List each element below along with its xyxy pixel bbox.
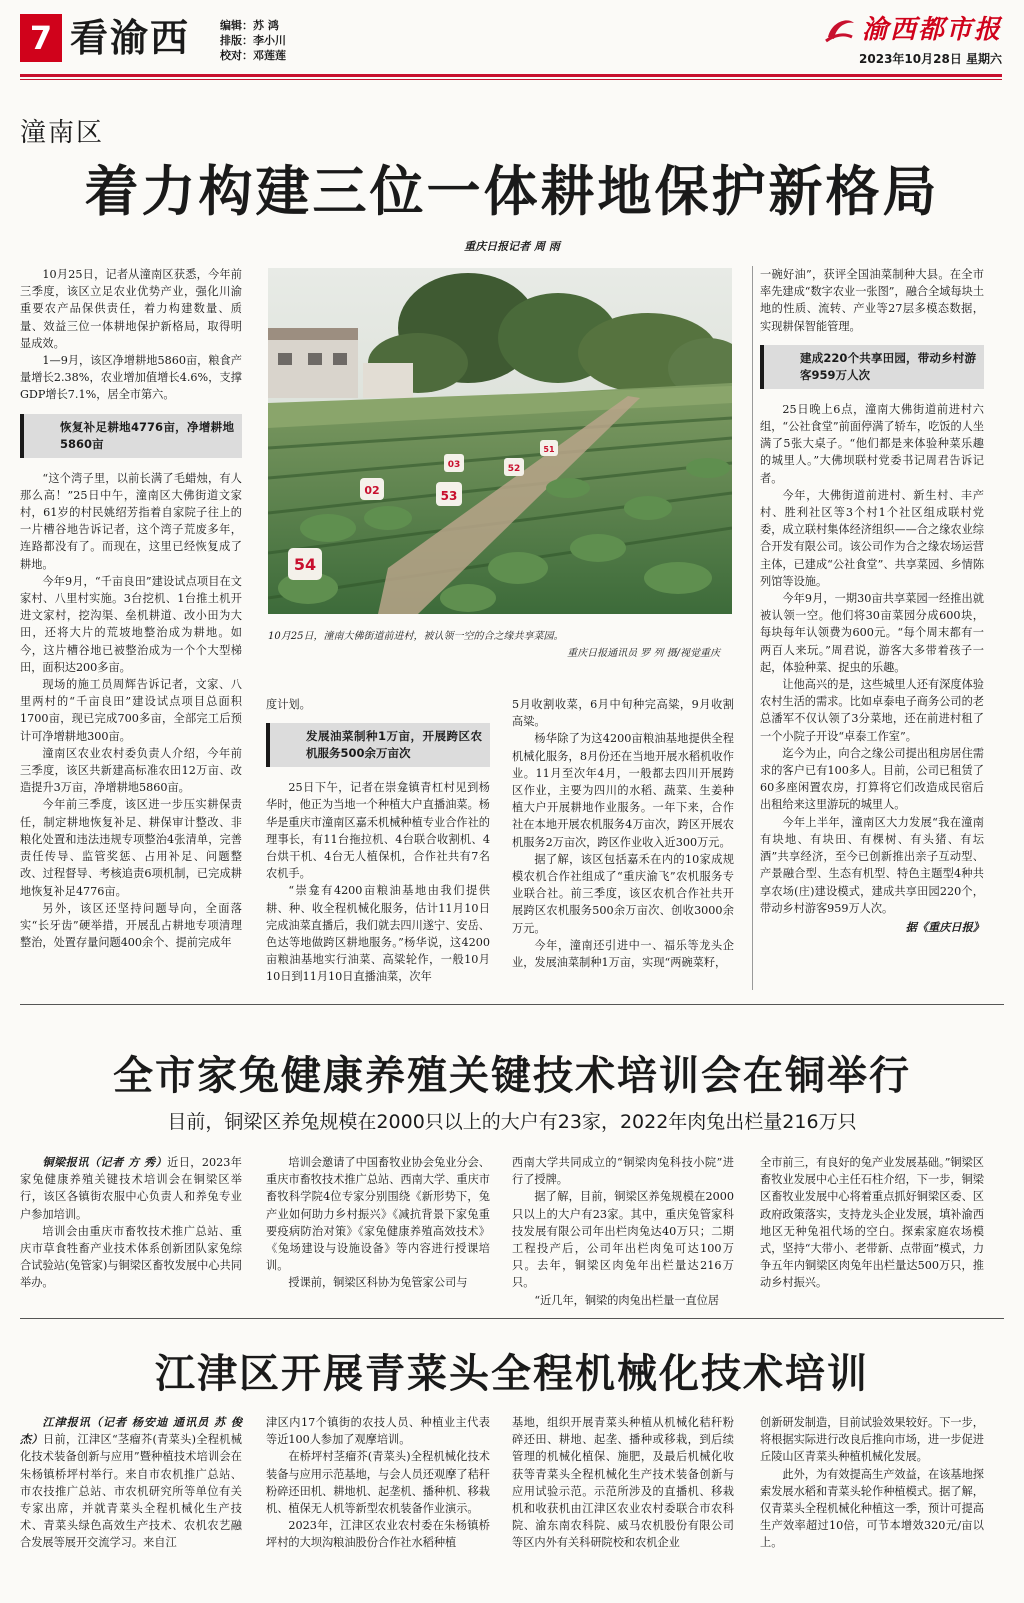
caption-text: 10月25日，潼南大佛街道前进村，被认领一空的合之缘共享菜园。 bbox=[268, 631, 564, 642]
subheading: 建成220个共享田园，带动乡村游客959万人次 bbox=[760, 345, 984, 389]
paragraph: 全市前三，有良好的兔产业发展基础。”铜梁区畜牧业发展中心主任石柱介绍，下一步，铜梁区畜牧业发展中心将着重点抓好铜梁区委、区政府政策落实，支持龙头企业发展，填补渝西地区无种兔祖代场的空白。探索家庭农场模式，坚持“大带小、老带新、点带面”模式，力争五年内铜梁区肉兔年出栏量达500万只，推动乡村振兴。 bbox=[760, 1156, 985, 1290]
article3-column-4 bbox=[760, 1414, 984, 1552]
proof-name: 校对：邓莲莲 bbox=[220, 49, 286, 62]
paragraph: 今年9月，一期30亩共享菜园一经推出就被认领一空。他们将30亩菜园分成600块，每块每年认领费为600元。“每个周末都有一两百人来玩。”周君说，游客大多带着孩子一起，体验种菜、捉虫的乐趣。 bbox=[760, 592, 984, 674]
plot-label: 53 bbox=[440, 489, 458, 503]
paragraph: 今年9月，“千亩良田”建设试点项目在文家村、八里村实施。3台挖机、1台推土机开进文家村，挖沟渠、垒机耕道、改小田为大田，还将大片的荒坡地整治成为耕地。如今，这片槽谷地已被整治成为一个个大型梯田，面积达200多亩。 bbox=[20, 574, 242, 674]
plot-label: 02 bbox=[364, 484, 380, 497]
paragraph: “近几年，铜梁的肉兔出栏量一直位居 bbox=[534, 1293, 720, 1307]
article1-column-2 bbox=[266, 696, 490, 986]
paragraph: 培训会邀请了中国畜牧业协会兔业分会、重庆市畜牧技术推广总站、西南大学、重庆市畜牧科学院4位专家分别围绕《新形势下，兔产业如何助力乡村振兴》《减抗背景下家兔重要疫病防治对策》《家兔健康养殖高效技术》《兔场建设与设施设备》等内容进行授课培训。 bbox=[266, 1156, 490, 1273]
paragraph: 让他高兴的是，这些城里人还有深度体验农村生活的需求。比如卓泰电子商务公司的老总潘军不仅认领了3分菜地，还在前进村租了一个小院子开设“卓泰工作室”。 bbox=[760, 678, 984, 743]
plot-label: 51 bbox=[543, 445, 555, 454]
paragraph: 1—9月，该区净增耕地5860亩，粮食产量增长2.38%，农业增加值增长4.6%，支撑GDP增长7.1%，居全市第六。 bbox=[20, 354, 242, 402]
paragraph: 此外，为有效提高生产效益，在该基地探索发展水稻和青菜头轮作种植模式。据了解，仅青菜头全程机械化种植这一季，预计可提高生产效率超过10倍，可节本增效320元/亩以上。 bbox=[760, 1467, 984, 1550]
editor-name: 编辑：苏 鸿 bbox=[220, 19, 279, 32]
lead-text: 近日，2023年家兔健康养殖关键技术培训会在铜梁区举行，该区各镇街农服中心负责人和养兔专业户参加培训。 bbox=[20, 1156, 242, 1221]
paragraph: 创新研发制造，目前试验效果较好。下一步，将根据实际进行改良后推向市场，进一步促进丘陵山区青菜头种植机械化发展。 bbox=[760, 1416, 984, 1464]
paragraph: 在桥坪村茎瘤芥(青菜头)全程机械化技术装备与应用示范基地，与会人员还观摩了秸秆粉碎还田机、耕地机、起垄机、播种机、移栽机、植保无人机等新型农机装备作业演示。 bbox=[266, 1450, 490, 1516]
article2-subheadline: 目前，铜梁区养兔规模在2000只以上的大户有23家，2022年肉兔出栏量216万只 bbox=[167, 1111, 857, 1133]
photo-caption bbox=[268, 628, 732, 662]
article1-byline: 重庆日报记者 周 雨 bbox=[464, 240, 560, 253]
page-header bbox=[0, 0, 1024, 78]
article-divider bbox=[20, 1318, 1004, 1319]
paragraph: 潼南区农业农村委负责人介绍，今年前三季度，该区共新建高标准农田12万亩、改造提升3万亩，净增耕地5860亩。 bbox=[20, 746, 242, 795]
plot-label: 03 bbox=[447, 460, 461, 470]
paragraph: 津区内17个镇街的农技人员、种植业主代表等近100人参加了观摩培训。 bbox=[266, 1416, 490, 1447]
dateline: 铜梁报讯（记者 方 秀） bbox=[42, 1155, 168, 1169]
paragraph: 度计划。 bbox=[266, 698, 311, 711]
paragraph: 迄今为止，向合之缘公司提出租房居住需求的客户已有100多人。目前，公司已租赁了60多座闲置农房，打算将它们改造成民宿后出租给来这里游玩的城里人。 bbox=[760, 746, 984, 812]
farm-field-photo bbox=[268, 268, 732, 614]
paragraph: “崇龛有4200亩粮油基地由我们提供耕、种、收全程机械化服务，估计11月10日完成油菜直播后，我们就去四川遂宁、安岳、色达等地做跨区耕地服务。”杨华说，这4200亩粮油基地实行油菜、高粱轮作，一般10月10日到11月10日直播油菜，次年 bbox=[266, 884, 490, 984]
article2-column-4 bbox=[760, 1154, 984, 1292]
plot-label: 54 bbox=[293, 555, 317, 574]
paragraph: 现场的施工员周辉告诉记者，文家、八里两村的“千亩良田”建设试点项目总面积1700亩，现已完成700多亩，全部完工后预计可净增耕地300亩。 bbox=[20, 678, 242, 743]
paragraph bbox=[20, 1154, 242, 1223]
subheading: 发展油菜制种1万亩，开展跨区农机服务500余万亩次 bbox=[266, 723, 490, 767]
newspaper-name: 渝西都市报 bbox=[861, 15, 1002, 45]
section-title: 看渝西 bbox=[70, 15, 191, 60]
paragraph: 授课前，铜梁区科协为兔管家公司与 bbox=[288, 1276, 468, 1290]
paragraph bbox=[20, 1414, 242, 1552]
paragraph: 培训会由重庆市畜牧技术推广总站、重庆市草食牲畜产业技术体系创新团队家兔综合试验站(兔管家)与铜梁区畜牧发展中心共同举办。 bbox=[20, 1224, 242, 1290]
paragraph: 2023年，江津区农业农村委在朱杨镇桥坪村的大坝沟粮油股份合作社水稻种植 bbox=[266, 1519, 490, 1550]
article3-column-3 bbox=[512, 1414, 734, 1552]
lead-text: 日前，江津区“茎瘤芥(青菜头)全程机械化技术装备创新与应用”暨种植技术培训会在朱杨镇桥坪村举行。来自市农机推广总站、市农技推广总站、市农机研究所等单位有关专家出席，并就青菜头全程机械化生产技术、青菜头绿色高效生产技术、农机农艺融合发展等展开交流学习。来自江 bbox=[20, 1433, 242, 1550]
subheading: 恢复补足耕地4776亩，净增耕地5860亩 bbox=[20, 414, 242, 458]
article1-headline: 着力构建三位一体耕地保护新格局 bbox=[84, 160, 940, 223]
paragraph: 25日晚上6点，潼南大佛街道前进村六组，“公社食堂”前面停满了轿车，吃饭的人坐满了5张大桌子。“他们都是来体验种菜乐趣的城里人。”大佛坝联村党委书记周君告诉记者。 bbox=[760, 402, 985, 485]
paragraph: 杨华除了为这4200亩粮油基地提供全程机械化服务，8月份还在当地开展水稻机收作业。11月至次年4月，一般都去四川开展跨区作业，主要为四川的水稻、蔬菜、生姜种植大户开展耕地作业服务。一年下来，合作社在本地开展农机服务4万亩次，跨区开展农机服务2万亩次，跨区作业收入近300万元。 bbox=[512, 732, 734, 849]
header-rule bbox=[20, 74, 1002, 77]
article3-headline: 江津区开展青菜头全程机械化技术培训 bbox=[155, 1351, 869, 1397]
layout-name: 排版：李小川 bbox=[220, 34, 286, 47]
paragraph: 另外，该区还坚持问题导向，全面落实“长牙齿”硬举措，开展乱占耕地专项清理整治，处置存量问题400余个、提前完成年 bbox=[20, 901, 242, 950]
article3-column-2 bbox=[266, 1414, 490, 1552]
article1-column-4 bbox=[760, 266, 984, 936]
paragraph: 今年，大佛街道前进村、新生村、丰产村、胜利社区等3个村1个社区组成联村党委，成立联村集体经济组织——合之缘农业综合开发有限公司。该公司作为合之缘农场运营主体，已建成“公社食堂”、共享菜园、乡情陈列馆等设施。 bbox=[760, 488, 985, 588]
photo-credit: 重庆日报通讯员 罗 列 摄/视觉重庆 bbox=[567, 648, 720, 659]
article2-headline: 全市家兔健康养殖关键技术培训会在铜举行 bbox=[113, 1053, 911, 1099]
editor-credits bbox=[220, 18, 286, 63]
paragraph: 今年前三季度，该区进一步压实耕保责任，制定耕地恢复补足、耕保审计整改、非粮化处置和违法违规专项整治4张清单，完善责任传导、监管奖惩、占用补足、问题整改、过程督导、考核追责6项机制，已完成耕地恢复补足4776亩。 bbox=[20, 798, 242, 898]
paragraph: 10月25日，记者从潼南区获悉，今年前三季度，该区立足农业优势产业，强化川渝重要农产品保供责任，着力构建数量、质量、效益三位一体耕地保护新格局，取得明显成效。 bbox=[20, 268, 242, 350]
paragraph: 西南大学共同成立的“铜梁肉兔科技小院”进行了授牌。 bbox=[512, 1156, 734, 1187]
article2-column-3 bbox=[512, 1154, 734, 1309]
paragraph: “这个湾子里，以前长满了毛蜡烛，有人那么高！”25日中午，潼南区大佛街道文家村，61岁的村民姚绍芳指着自家院子往上的一片槽谷地告诉记者，这个湾子荒废多年，连路都没有了。而现在，这里已经恢复成了耕地。 bbox=[20, 471, 242, 571]
issue-date: 2023年10月28日 星期六 bbox=[859, 52, 1002, 66]
paragraph: 25日下午，记者在崇龛镇青杠村见到杨华时，他正为当地一个种植大户直播油菜。杨华是重庆市潼南区嘉禾机械种植专业合作社的理事长，有11台拖拉机、4台联合收割机、4台烘干机、4台无人植保机，合作社共有7名农机手。 bbox=[266, 781, 490, 881]
plot-label: 52 bbox=[507, 464, 521, 474]
column-divider bbox=[752, 266, 753, 990]
dateline: 江津报讯（记者 杨安迪 通讯员 苏 俊 杰） bbox=[20, 1415, 242, 1447]
paragraph: 今年，潼南还引进中一、福乐等龙头企业，发展油菜制种1万亩，实现“两碗菜籽， bbox=[512, 938, 734, 970]
paragraph: 基地，组织开展青菜头种植从机械化秸秆粉碎还田、耕地、起垄、播种或移栽，到后续管理的机械化植保、施肥，及最后机械化收获等青菜头全程机械化生产技术装备创新与应用试验示范。示范所涉及的直播机、移栽机和收获机由江津区农业农村委联合市农科院、渝东南农科院、威马农机股份有限公司等区内外有关科研院校和农机企业 bbox=[512, 1416, 734, 1550]
newspaper-logo-icon bbox=[824, 15, 856, 45]
article3-column-1 bbox=[20, 1414, 242, 1552]
article-source: 据《重庆日报》 bbox=[905, 919, 984, 934]
masthead bbox=[824, 14, 1002, 67]
article-divider bbox=[20, 1004, 1004, 1005]
paragraph: 今年上半年，潼南区大力发展“我在潼南有块地、有块田、有棵树、有头猪、有坛酒”共享经济，至今已创新推出亲子互动型、产景融合型、生态有机型、特色主题型4种共享农场(庄)建设模式，建成共享田园220个，带动乡村游客959万人次。 bbox=[760, 815, 984, 915]
paragraph: 据了解，该区包括嘉禾在内的10家成规模农机合作社组成了“重庆渝飞”农机服务专业联合社。前三季度，该区农机合作社共开展跨区农机服务500余万亩次、创收3000余万元。 bbox=[512, 852, 734, 935]
paragraph: 5月收割收菜，6月中旬种完高粱，9月收割高粱。 bbox=[512, 698, 734, 729]
paragraph: 据了解，目前，铜梁区养兔规模在2000只以上的大户有23家。其中，重庆兔管家科技发展有限公司年出栏肉兔达40万只；二期工程投产后，公司年出栏肉兔可达100万只。去年，铜梁区肉兔年出栏量达216万只。 bbox=[512, 1190, 734, 1290]
article1-kicker: 潼南区 bbox=[20, 118, 105, 148]
article1-column-1 bbox=[20, 266, 242, 951]
article1-column-3 bbox=[512, 696, 734, 971]
paragraph: 一碗好油”，获评全国油菜制种大县。在全市率先建成“数字农业一张图”，融合全域每块土地的性质、流转、产业等27层多模态数据，实现耕保智能管理。 bbox=[760, 268, 985, 333]
article2-column-2 bbox=[266, 1154, 490, 1292]
header-rule-thin bbox=[20, 79, 1002, 80]
article2-column-1 bbox=[20, 1154, 242, 1292]
page-number: 7 bbox=[20, 14, 62, 62]
